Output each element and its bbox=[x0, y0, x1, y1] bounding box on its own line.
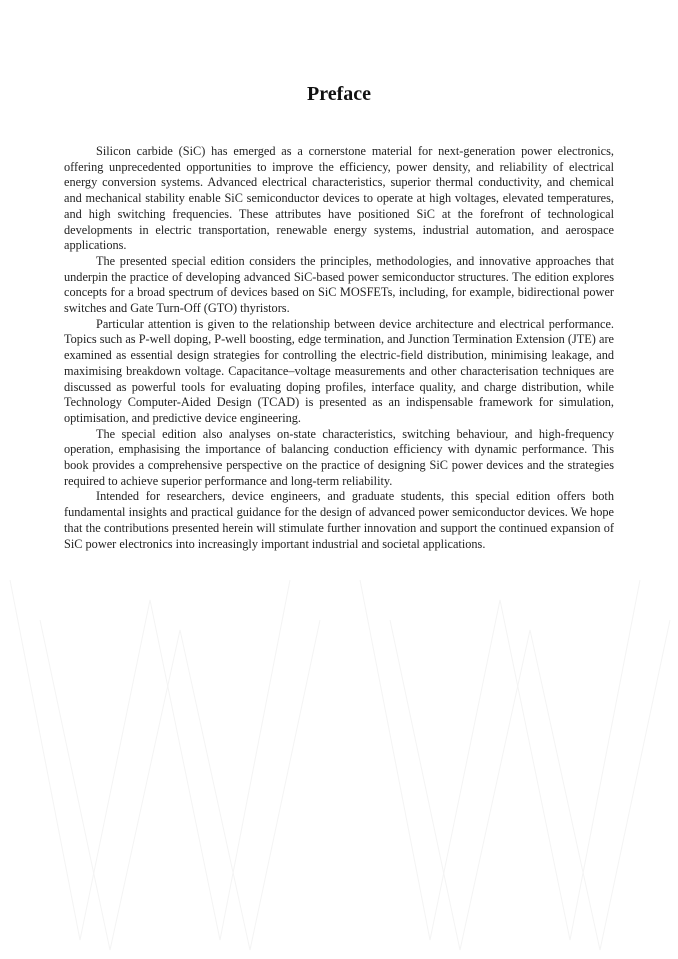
paragraph-5: Intended for researchers, device engineers, and graduate students, this special edition offers both fundamental insights and practical guidance for the design of advanced power semiconductor devices. We hope that the contributions presented herein will stimulate further innovation and support the continued expansion of SiC power electronics into increasingly important industrial and societal applications. bbox=[64, 489, 614, 551]
paragraph-2: The presented special edition considers the principles, methodologies, and innovative approaches that underpin the practice of developing advanced SiC-based power semiconductor structures. The edition explores concepts for a broad spectrum of devices based on SiC MOSFETs, including, for example, bidirectional power switches and Gate Turn-Off (GTO) thyristors. bbox=[64, 253, 614, 316]
paragraph-1: Silicon carbide (SiC) has emerged as a cornerstone material for next-generation power electronics, offering unprecedented opportunities to improve the efficiency, power density, and reliability of electrical energy conversion systems. Advanced electrical characteristics, superior thermal conductivity, and chemical and mechanical stability enable SiC semiconductor devices to operate at high voltages, elevated temperatures, and high switching frequencies. These attributes have positioned SiC at the forefront of technological developments in electric transportation, renewable energy systems, industrial automation, and aerospace applications. bbox=[64, 144, 614, 253]
background-watermark bbox=[0, 560, 678, 959]
page-title: Preface bbox=[306, 83, 372, 105]
preface-content bbox=[64, 82, 614, 552]
paragraph-3: Particular attention is given to the relationship between device architecture and electrical performance. Topics such as P-well doping, P-well boosting, edge termination, and Junction Termination Extension (JTE) are examined as essential design strategies for controlling the electric-field distribution, minimising leakage, and maximising breakdown voltage. Capacitance–voltage measurements and other characterisation techniques are discussed as powerful tools for evaluating doping profiles, interface quality, and charge distribution, while Technology Computer-Aided Design (TCAD) is presented as an indispensable framework for simulation, optimisation, and predictive device engineering. bbox=[64, 316, 614, 425]
paragraph-4: The special edition also analyses on-state characteristics, switching behaviour, and high-frequency operation, emphasising the importance of balancing conduction efficiency with dynamic performance. This book provides a comprehensive perspective on the practice of designing SiC power devices and the strategies required to achieve superior performance and long-term reliability. bbox=[64, 426, 614, 488]
